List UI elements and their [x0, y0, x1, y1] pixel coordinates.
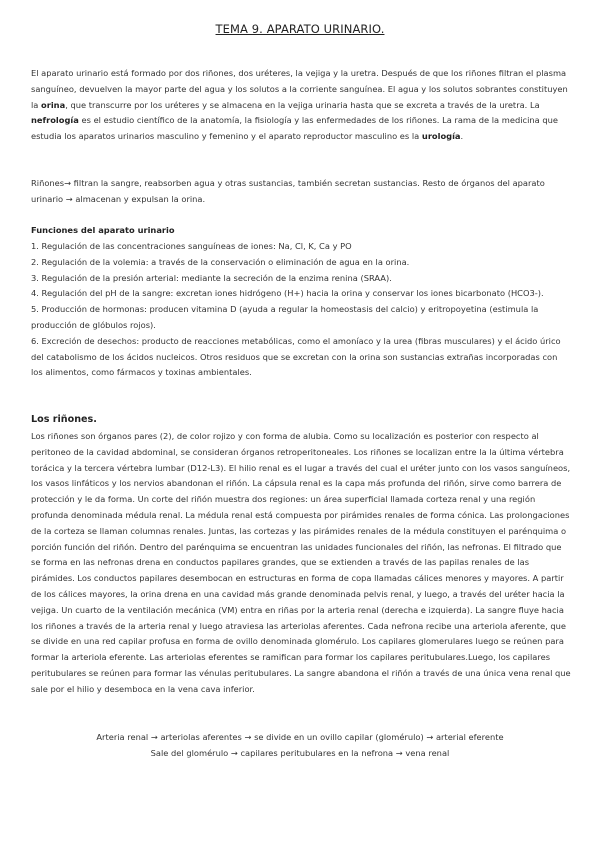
list-item: 5. Producción de hormonas: producen vitamina D (ayuda a regular la homeostasis del calcio) y eritropoyetina (estimula la producción de glóbulos rojos).	[31, 304, 539, 330]
functions-list	[31, 239, 571, 381]
term-orina: orina	[41, 99, 66, 110]
list-item: 1. Regulación de las concentraciones sanguíneas de iones: Na, Cl, K, Ca y PO	[31, 241, 352, 251]
flow-line-1: Arteria renal → arteriolas aferentes → se divide en un ovillo capilar (glomérulo) → arterial eferente	[96, 732, 504, 742]
intro-text-4: .	[460, 131, 464, 142]
list-item: 6. Excreción de desechos: producto de reacciones metabólicas, como el amoníaco y la urea (fibras musculares) y el ácido úrico del catabolismo de los ácidos nucleicos. Otros residuos que se excretan con la orina son sustancias extrañas incorporadas con los alimentos, como fármacos y toxinas ambientales.	[31, 335, 561, 378]
intro-text-3: es el estudio científico de la anatomía, la fisiología y las enfermedades de los riñones. La rama de la medicina que estudia los aparatos urinarios masculino y femenino y el aparato reproductor masculino es la	[31, 115, 558, 142]
intro-text-1: El aparato urinario está formado por dos riñones, dos uréteres, la vejiga y la uretra. Después de que los riñones filtran el plasma sanguíneo, devuelven la mayor parte del agua y los solutos a la corriente sanguínea. El agua y los solutos sobrantes constituyen la	[31, 68, 568, 110]
list-item: 2. Regulación de la volemia: a través de la conservación o eliminación de agua en la orina.	[31, 256, 410, 267]
list-item: 3. Regulación de la presión arterial: mediante la secreción de la enzima renina (SRAA).	[31, 272, 392, 283]
kidneys-summary: Riñones→ filtran la sangre, reabsorben agua y otras sustancias, también secretan sustancias. Resto de órganos del aparato urinario → almacenan y expulsan la orina.	[31, 178, 545, 204]
term-urologia: urología	[421, 131, 461, 142]
list-item: 4. Regulación del pH de la sangre: excretan iones hidrógeno (H+) hacia la orina y conservar los iones bicarbonato (HCO3-).	[31, 288, 544, 299]
flow-line-2: Sale del glomérulo → capilares peritubulares en la nefrona → vena renal	[150, 748, 450, 758]
intro-text-2: , que transcurre por los uréteres y se almacena en la vejiga urinaria hasta que se excreta a través de la uretra. La	[65, 99, 540, 110]
kidneys-heading: Los riñones.	[31, 414, 97, 425]
kidneys-body: Los riñones son órganos pares (2), de color rojizo y con forma de alubia. Como su localización es posterior con respecto al peritoneo de la cavidad abdominal, se consideran órganos retroperitoneales. Los riñones se localizan entre la la última vértebra torácica y la tercera vértebra lumbar (D12-L3). El hilio renal es el lugar a través del cual el uréter junto con los vasos sanguíneos, los vasos linfáticos y los nervios abandonan el riñón. La cápsula renal es la capa más profunda del riñón, sirve como barrera de protección y le da forma. Un corte del riñón muestra dos regiones: un área superficial llamada corteza renal y una región profunda denominada médula renal. La médula renal está compuesta por pirámides renales de forma cónica. Las prolongaciones de la corteza se llaman columnas renales. Juntas, las cortezas y las pirámides renales de la médula constituyen el parénquima o porción función del riñón. Dentro del parénquima se encuentran las unidades funcionales del riñón, las nefronas. El filtrado que se forma en las nefronas drena en conductos papilares grandes, que se extienden a través de las papilas renales de las pirámides. Los conductos papilares desembocan en estructuras en forma de copa llamadas cálices menores y mayores. A partir de los cálices mayores, la orina drena en una cavidad más grande denominada pelvis renal, y luego, a través del uréter hacia la vejiga. Un cuarto de la ventilación mecánica (VM) entra en riñas por la arteria renal (derecha e izquierda). La sangre fluye hacia los riñones a través de la arteria renal y luego atraviesa las arteriolas aferentes. Cada nefrona recibe una arteriola aferente, que se divide en una red capilar profusa en forma de ovillo denominada glomérulo. Los capilares glomerulares luego se reúnen para formar la arteriola eferente. Las arteriolas eferentes se ramifican para formar los capilares peritubulares.Luego, los capilares peritubulares se reúnen para formar las vénulas peritubulares. La sangre abandona el riñón a través de una única vena renal que sale por el hilio y desemboca en la vena cava inferior.	[31, 431, 571, 694]
functions-heading: Funciones del aparato urinario	[31, 225, 175, 235]
page-title: TEMA 9. APARATO URINARIO.	[215, 22, 385, 36]
intro-paragraph	[31, 66, 571, 145]
term-nefrologia: nefrología	[31, 115, 79, 126]
